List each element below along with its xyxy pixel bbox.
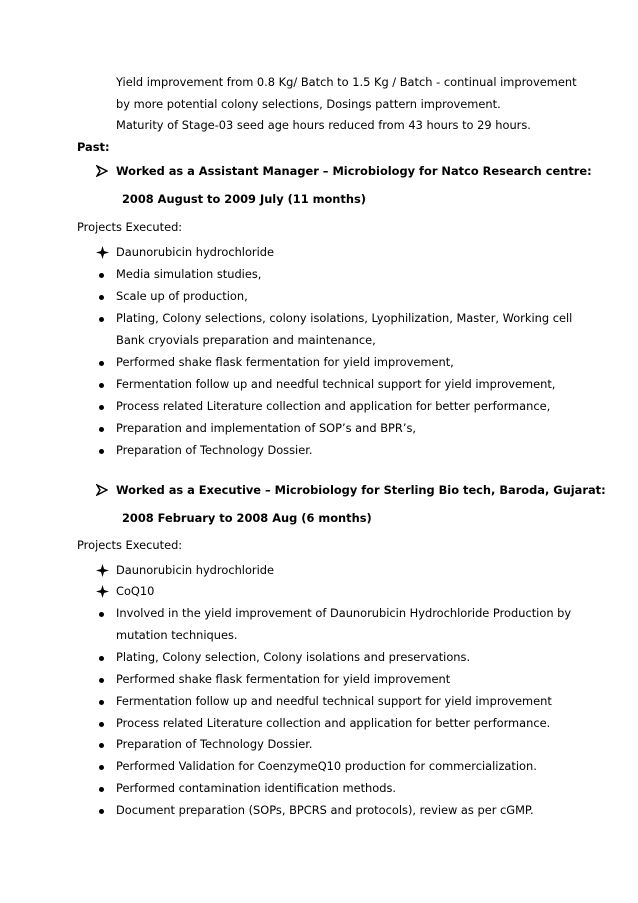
bullet-dot-icon <box>99 405 104 410</box>
intro-line-2: by more potential colony selections, Dosings pattern improvement. <box>116 97 501 111</box>
job2-bullet-6: Preparation of Technology Dossier. <box>116 737 313 751</box>
bullet-dot-icon <box>99 383 104 388</box>
job2-projects-label: Projects Executed: <box>77 538 183 552</box>
arrow-bullet-icon <box>96 484 108 496</box>
job1-bullet-2: Scale up of production, <box>116 289 248 303</box>
diamond-bullet-icon <box>96 585 109 598</box>
bullet-dot-icon <box>99 612 104 617</box>
bullet-dot-icon <box>99 295 104 300</box>
intro-line-1: Yield improvement from 0.8 Kg/ Batch to 1.5 Kg / Batch - continual improvement <box>116 75 577 89</box>
job2-bullet-9: Document preparation (SOPs, BPCRS and protocols), review as per cGMP. <box>116 803 534 817</box>
bullet-dot-icon <box>99 743 104 748</box>
job2-bullet-1-cont: mutation techniques. <box>116 628 238 642</box>
job1-projects-label: Projects Executed: <box>77 220 183 234</box>
bullet-dot-icon <box>99 273 104 278</box>
intro-line-3: Maturity of Stage-03 seed age hours reduced from 43 hours to 29 hours. <box>116 118 531 132</box>
job2-diamond-item-1: Daunorubicin hydrochloride <box>116 563 275 577</box>
bullet-dot-icon <box>99 317 104 322</box>
job2-title: Worked as a Executive – Microbiology for Sterling Bio tech, Baroda, Gujarat: <box>116 483 606 497</box>
job2-period: 2008 February to 2008 Aug (6 months) <box>122 511 372 525</box>
job2-bullet-5: Process related Literature collection and application for better performance. <box>116 716 551 730</box>
job1-bullet-3: Plating, Colony selections, colony isolations, Lyophilization, Master, Working cell <box>116 311 573 325</box>
job1-diamond-item: Daunorubicin hydrochloride <box>116 245 275 259</box>
job1-bullet-5: Fermentation follow up and needful technical support for yield improvement, <box>116 377 556 391</box>
job2-bullet-2: Plating, Colony selection, Colony isolations and preservations. <box>116 650 471 664</box>
job2-bullet-7: Performed Validation for CoenzymeQ10 production for commercialization. <box>116 759 537 773</box>
bullet-dot-icon <box>99 722 104 727</box>
job2-bullet-1: Involved in the yield improvement of Daunorubicin Hydrochloride Production by <box>116 606 572 620</box>
job1-bullet-4: Performed shake flask fermentation for yield improvement, <box>116 355 454 369</box>
diamond-bullet-icon <box>96 246 109 259</box>
past-heading: Past: <box>77 140 110 154</box>
bullet-dot-icon <box>99 427 104 432</box>
diamond-bullet-icon <box>96 564 109 577</box>
job1-bullet-8: Preparation of Technology Dossier. <box>116 443 313 457</box>
job1-title: Worked as a Assistant Manager – Microbiology for Natco Research centre: <box>116 164 592 178</box>
job2-bullet-3: Performed shake flask fermentation for yield improvement <box>116 672 451 686</box>
bullet-dot-icon <box>99 361 104 366</box>
job2-diamond-item-2: CoQ10 <box>116 584 155 598</box>
job1-bullet-7: Preparation and implementation of SOP’s and BPR’s, <box>116 421 417 435</box>
bullet-dot-icon <box>99 765 104 770</box>
arrow-bullet-icon <box>96 165 108 177</box>
bullet-dot-icon <box>99 449 104 454</box>
job1-bullet-3-cont: Bank cryovials preparation and maintenance, <box>116 333 376 347</box>
job1-bullet-6: Process related Literature collection and application for better performance, <box>116 399 551 413</box>
job1-bullet-1: Media simulation studies, <box>116 267 262 281</box>
job2-bullet-8: Performed contamination identification methods. <box>116 781 397 795</box>
bullet-dot-icon <box>99 656 104 661</box>
job2-bullet-4: Fermentation follow up and needful technical support for yield improvement <box>116 694 552 708</box>
bullet-dot-icon <box>99 787 104 792</box>
bullet-dot-icon <box>99 678 104 683</box>
bullet-dot-icon <box>99 700 104 705</box>
bullet-dot-icon <box>99 809 104 814</box>
job1-period: 2008 August to 2009 July (11 months) <box>122 192 366 206</box>
